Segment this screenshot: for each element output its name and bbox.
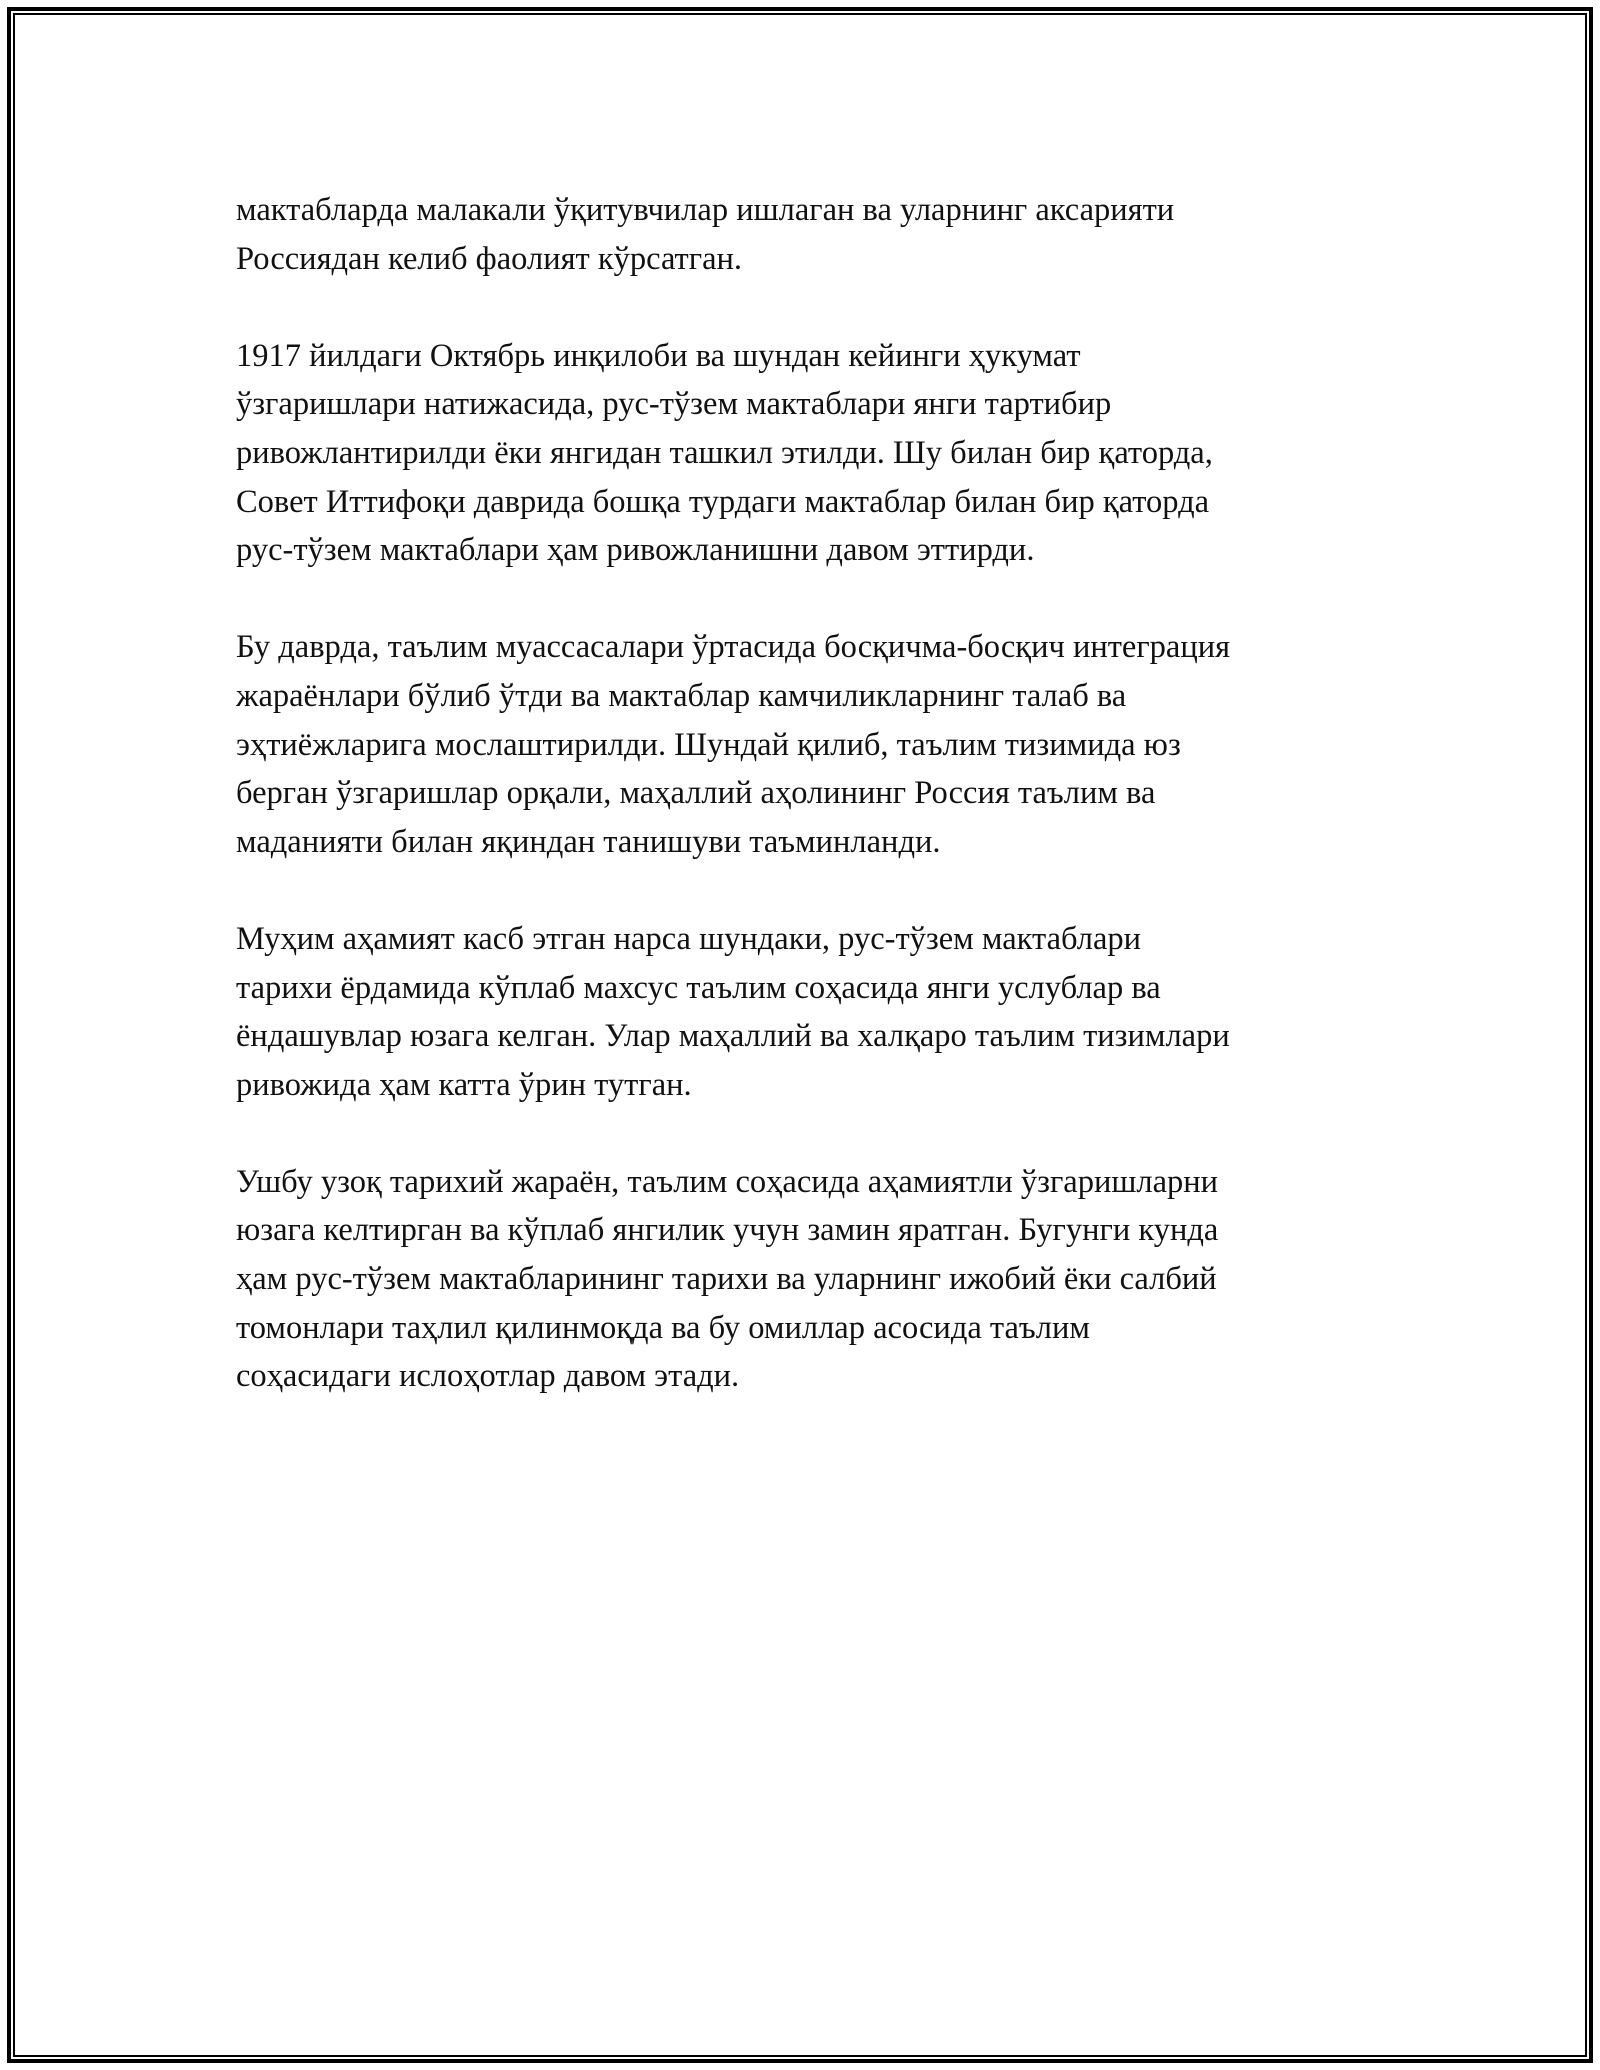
- text-line: Ушбу узоқ тарихий жараён, таълим соҳасида аҳамиятли ўзгаришларни: [236, 1163, 1219, 1200]
- text-line: рус-тўзем мактаблари ҳам ривожланишни давом эттирди.: [236, 532, 1035, 569]
- text-line: мактабларда малакали ўқитувчилар ишлаган ва уларнинг аксарияти: [236, 192, 1175, 228]
- text-line: ҳам рус-тўзем мактабларининг тарихи ва уларнинг ижобий ёки салбий: [236, 1261, 1217, 1298]
- text-line: Россиядан келиб фаолият кўрсатган.: [236, 240, 743, 277]
- text-line: Бу даврда, таълим муассасалари ўртасида босқичма-босқич интеграция: [236, 629, 1231, 666]
- paragraph-3: [236, 623, 1386, 866]
- paragraph-2: [236, 332, 1386, 575]
- text-line: маданияти билан яқиндан танишуви таъминланди.: [236, 823, 941, 860]
- text-line: соҳасидаги ислоҳотлар давом этади.: [236, 1358, 740, 1395]
- text-line: томонлари таҳлил қилинмоқда ва бу омиллар асосида таълим: [236, 1309, 1090, 1346]
- text-line: берган ўзгаришлар орқали, маҳаллий аҳолининг Россия таълим ва: [236, 775, 1156, 812]
- text-line: ёндашувлар юзага келган. Улар маҳаллий ва халқаро таълим тизимлари: [236, 1018, 1230, 1055]
- text-line: Муҳим аҳамият касб этган нарса шундаки, рус-тўзем мактаблари: [236, 920, 1142, 957]
- document-body: [236, 186, 1386, 1449]
- paragraph-1: [236, 186, 1386, 283]
- text-line: юзага келтирган ва кўплаб янгилик учун замин яратган. Бугунги кунда: [236, 1212, 1219, 1249]
- text-line: ривожида ҳам катта ўрин тутган.: [236, 1066, 692, 1103]
- paragraph-4: [236, 915, 1386, 1109]
- text-line: эҳтиёжларига мослаштирилди. Шундай қилиб, таълим тизимида юз: [236, 726, 1181, 763]
- text-line: жараёнлари бўлиб ўтди ва мактаблар камчиликларнинг талаб ва: [236, 677, 1127, 714]
- text-line: ўзгаришлари натижасида, рус-тўзем мактаблари янги тартибир: [236, 386, 1112, 423]
- text-line: тарихи ёрдамида кўплаб махсус таълим соҳасида янги услублар ва: [236, 969, 1161, 1006]
- text-line: ривожлантирилди ёки янгидан ташкил этилди. Шу билан бир қаторда,: [236, 434, 1213, 471]
- text-line: 1917 йилдаги Октябрь инқилоби ва шундан кейинги ҳукумат: [236, 337, 1081, 374]
- text-line: Совет Иттифоқи даврида бошқа турдаги мактаблар билан бир қаторда: [236, 483, 1210, 520]
- paragraph-5: [236, 1158, 1386, 1401]
